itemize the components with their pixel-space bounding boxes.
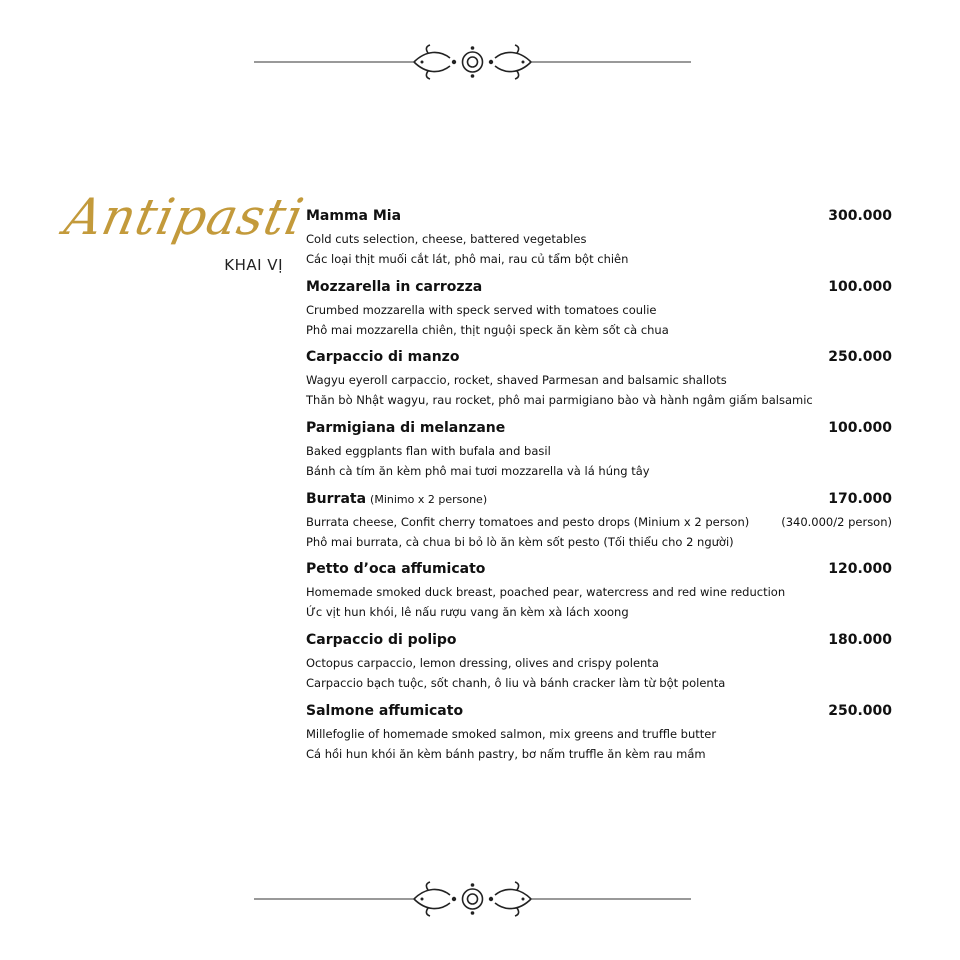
item-name: Burrata (Minimo x 2 persone) xyxy=(306,490,488,507)
section-subtitle: KHAI VỊ xyxy=(224,256,283,274)
menu-item xyxy=(306,488,892,559)
item-description-vi: Carpaccio bạch tuộc, sốt chanh, ô liu và bánh cracker làm từ bột polenta xyxy=(306,676,726,691)
item-description-en: Cold cuts selection, cheese, battered vegetables xyxy=(306,232,587,246)
item-name: Salmone affumicato xyxy=(306,702,464,719)
menu-item xyxy=(306,417,892,488)
item-note: (Minimo x 2 persone) xyxy=(370,492,488,506)
item-price: 250.000 xyxy=(828,702,892,719)
item-description-vi: Thăn bò Nhật wagyu, rau rocket, phô mai parmigiano bào và hành ngâm giấm balsamic xyxy=(306,393,813,408)
item-description-vi: Phô mai mozzarella chiên, thịt nguội speck ăn kèm sốt cà chua xyxy=(306,322,669,337)
item-description-en: Burrata cheese, Confit cherry tomatoes and pesto drops (Minium x 2 person) xyxy=(306,514,750,529)
menu-item xyxy=(306,629,892,700)
item-description-vi: Ức vịt hun khói, lê nấu rượu vang ăn kèm xà lách xoong xyxy=(306,605,629,620)
item-name: Petto d’oca affumicato xyxy=(306,561,486,578)
top-ornament-divider xyxy=(254,42,691,82)
item-sub-price: (340.000/2 person) xyxy=(781,514,892,529)
section-title: Antipasti xyxy=(59,188,310,246)
menu-item xyxy=(306,700,892,771)
item-price: 100.000 xyxy=(828,278,892,295)
item-name: Parmigiana di melanzane xyxy=(306,420,506,437)
item-name: Mozzarella in carrozza xyxy=(306,278,483,295)
menu-item xyxy=(306,276,892,347)
item-name: Carpaccio di polipo xyxy=(306,632,457,649)
item-description-vi: Phô mai burrata, cà chua bi bỏ lò ăn kèm sốt pesto (Tối thiểu cho 2 người) xyxy=(306,534,734,549)
item-description-vi: Cá hồi hun khói ăn kèm bánh pastry, bơ nấm truffle ăn kèm rau mầm xyxy=(306,746,706,761)
item-description-en: Octopus carpaccio, lemon dressing, olives and crispy polenta xyxy=(306,656,659,671)
item-price: 300.000 xyxy=(828,208,892,224)
menu-list xyxy=(306,205,892,771)
item-description-en: Wagyu eyeroll carpaccio, rocket, shaved Parmesan and balsamic shallots xyxy=(306,373,727,388)
item-price: 250.000 xyxy=(828,349,892,366)
item-description-en: Homemade smoked duck breast, poached pear, watercress and red wine reduction xyxy=(306,585,786,600)
item-description-en: Crumbed mozzarella with speck served with tomatoes coulie xyxy=(306,302,657,317)
item-price: 170.000 xyxy=(828,490,892,507)
item-price: 180.000 xyxy=(828,632,892,649)
item-description-vi: Bánh cà tím ăn kèm phô mai tươi mozzarella và lá húng tây xyxy=(306,464,650,479)
menu-item xyxy=(306,205,892,276)
item-description-en: Baked eggplants flan with bufala and basil xyxy=(306,444,551,459)
item-name: Mamma Mia xyxy=(306,208,402,224)
bottom-ornament-divider xyxy=(254,879,691,919)
menu-item xyxy=(306,558,892,629)
item-price: 120.000 xyxy=(828,561,892,578)
item-description-en: Millefoglie of homemade smoked salmon, mix greens and truffle butter xyxy=(306,726,717,741)
item-description-vi: Các loại thịt muối cắt lát, phô mai, rau củ tẩm bột chiên xyxy=(306,252,629,266)
menu-item xyxy=(306,346,892,417)
item-price: 100.000 xyxy=(828,420,892,437)
item-name: Carpaccio di manzo xyxy=(306,349,460,366)
